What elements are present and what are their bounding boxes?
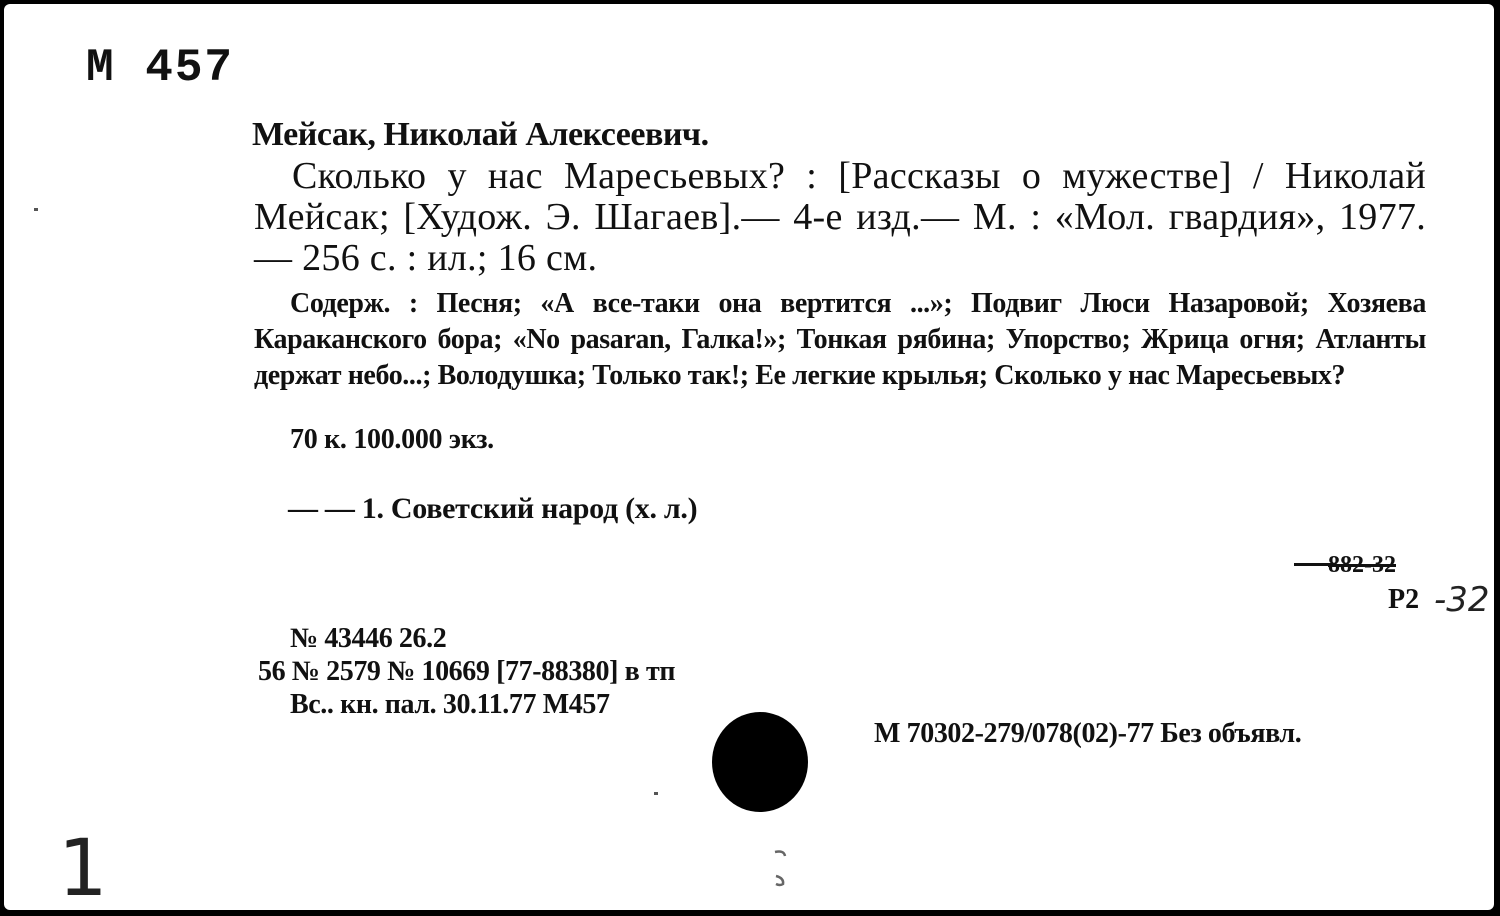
accession-line: Вс.. кн. пал. 30.11.77 М457 [290,689,610,720]
handwritten-number: 1 [58,824,108,910]
ink-smudge [772,848,790,888]
bibliographic-description: Сколько у нас Маресьевых? : [Рассказы о мужестве] / Николай Мейсак; [Худож. Э. Шагаев].— 4-е изд.— М. : «Мол. гвардия», 1977.— 256 с. : ил.; 16 см. [254,155,1426,279]
accession-block [258,622,675,721]
contents-note: Содерж. : Песня; «А все-таки она вертится ...»; Подвиг Люси Назаровой; Хозяева Караканского бора; «No pasaran, Галка!»; Тонкая рябина; Упорство; Жрица огня; Атланты держат небо...; Володушка; Только так!; Ее легкие крылья; Сколько у нас Маресьевых? [254,288,1426,391]
accession-line: 56 № 2579 № 10669 [77-88380] в тп [258,656,676,687]
author-heading: Мейсак, Николай Алексеевич. [252,116,709,153]
speck [654,792,658,795]
publisher-code-line: М 70302-279/078(02)-77 Без объявл. [874,718,1302,749]
accession-line: № 43446 26.2 [290,623,447,654]
catalog-card [4,4,1494,910]
speck [34,208,38,211]
call-number: М 457 [86,42,235,94]
classification-old: 882-32 [1328,552,1396,578]
price-and-print-run: 70 к. 100.000 экз. [290,424,494,455]
card-punch-hole [712,712,808,812]
classification-new: Р2 [1388,584,1420,615]
classification-handwritten: -32 [1434,580,1490,620]
subject-heading: — — 1. Советский народ (х. л.) [288,492,698,525]
